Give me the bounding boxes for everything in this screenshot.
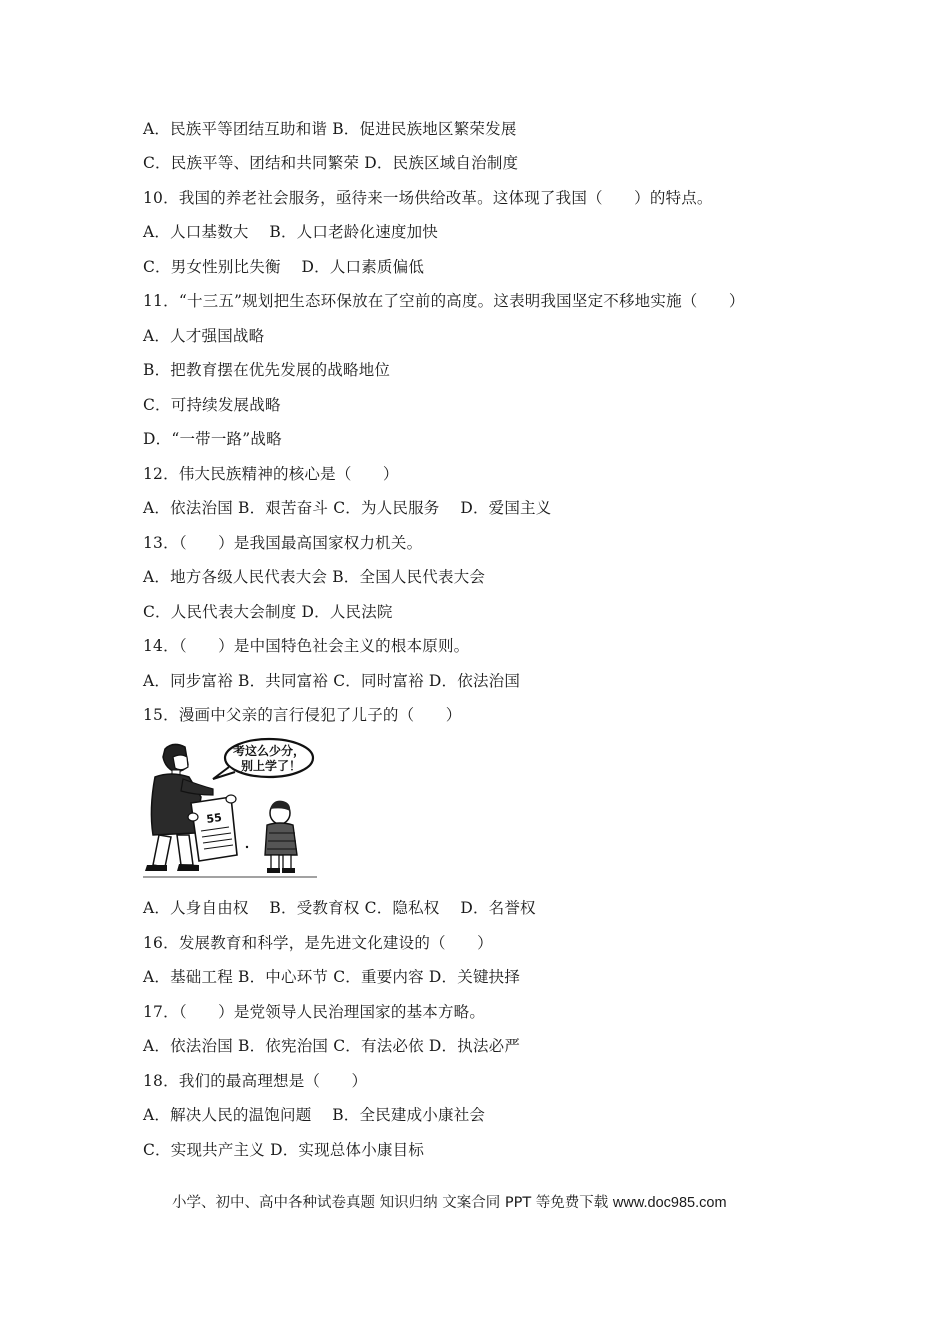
speech-text-line2: 别上学了！ bbox=[240, 759, 302, 773]
q12-options: A．依法治国 B．艰苦奋斗 C．为人民服务 D．爱国主义 bbox=[143, 499, 552, 517]
q13-options-line2: C．人民代表大会制度 D．人民法院 bbox=[143, 603, 393, 621]
q15-options: A．人身自由权 B．受教育权 C．隐私权 D．名誉权 bbox=[143, 899, 536, 917]
exam-paper bbox=[188, 795, 237, 861]
q14-options: A．同步富裕 B．共同富裕 C．同时富裕 D．依法治国 bbox=[143, 672, 521, 690]
q11-option-c: C．可持续发展战略 bbox=[143, 396, 281, 414]
cartoon-father-son bbox=[143, 737, 317, 879]
page-footer bbox=[172, 1193, 727, 1213]
q16-options: A．基础工程 B．中心环节 C．重要内容 D．关键抉择 bbox=[143, 968, 521, 986]
paper-score: 55 bbox=[205, 810, 223, 826]
son-figure bbox=[265, 801, 297, 873]
footer-text: 小学、初中、高中各种试卷真题 知识归纳 文案合同 PPT 等免费下载 bbox=[172, 1195, 613, 1211]
q17-options: A．依法治国 B．依宪治国 C．有法必依 D．执法必严 bbox=[143, 1037, 521, 1055]
q15-question: 15．漫画中父亲的言行侵犯了儿子的（ ） bbox=[143, 706, 462, 724]
q9-options-line1: A．民族平等团结互助和谐 B．促进民族地区繁荣发展 bbox=[143, 120, 517, 138]
q17-question: 17．（ ）是党领导人民治理国家的基本方略。 bbox=[143, 1003, 486, 1021]
q18-options-line1: A．解决人民的温饱问题 B．全民建成小康社会 bbox=[143, 1106, 486, 1124]
q18-question: 18．我们的最高理想是（ ） bbox=[143, 1072, 368, 1090]
q10-options-line1: A．人口基数大 B．人口老龄化速度加快 bbox=[143, 223, 439, 241]
q11-question: 11．“十三五”规划把生态环保放在了空前的高度。这表明我国坚定不移地实施（ ） bbox=[143, 292, 745, 310]
q12-question: 12．伟大民族精神的核心是（ ） bbox=[143, 465, 399, 483]
q13-options-line1: A．地方各级人民代表大会 B．全国人民代表大会 bbox=[143, 568, 486, 586]
q9-options-line2: C．民族平等、团结和共同繁荣 D．民族区域自治制度 bbox=[143, 154, 519, 172]
q10-question: 10．我国的养老社会服务，亟待来一场供给改革。这体现了我国（ ）的特点。 bbox=[143, 189, 713, 207]
speech-text-line1: 考这么少分， bbox=[232, 744, 306, 758]
q10-options-line2: C．男女性别比失衡 D．人口素质偏低 bbox=[143, 258, 425, 276]
q11-option-b: B．把教育摆在优先发展的战略地位 bbox=[143, 361, 391, 379]
q11-option-d: D．“一带一路”战略 bbox=[143, 430, 282, 448]
q11-option-a: A．人才强国战略 bbox=[143, 327, 265, 345]
footer-url[interactable]: www.doc985.com bbox=[612, 1195, 727, 1211]
q13-question: 13．（ ）是我国最高国家权力机关。 bbox=[143, 534, 423, 552]
q14-question: 14．（ ）是中国特色社会主义的根本原则。 bbox=[143, 637, 470, 655]
q18-options-line2: C．实现共产主义 D．实现总体小康目标 bbox=[143, 1141, 425, 1159]
q16-question: 16．发展教育和科学，是先进文化建设的（ ） bbox=[143, 934, 493, 952]
